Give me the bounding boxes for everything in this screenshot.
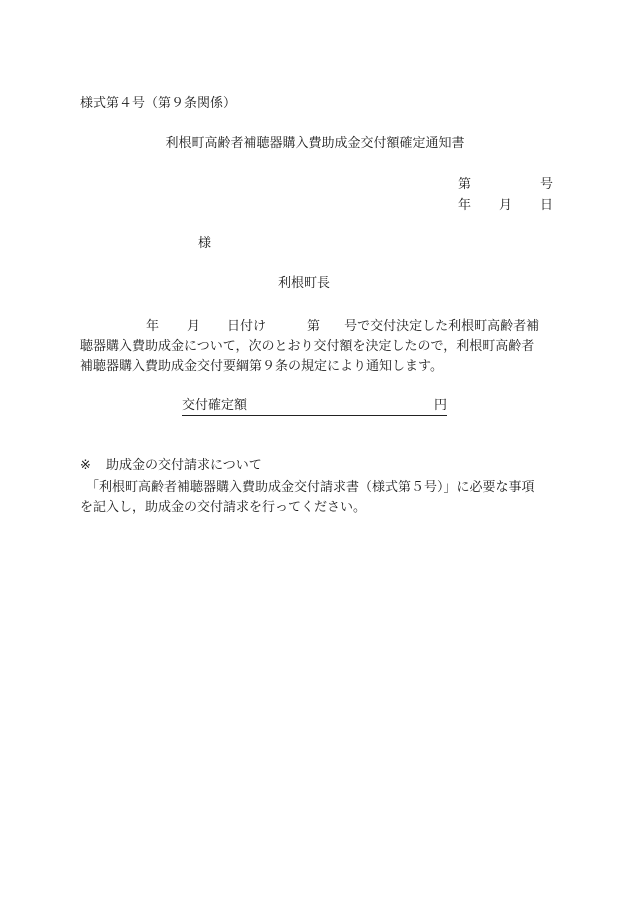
currency-unit: 円 — [433, 398, 447, 413]
issuer-name: 利根町長 — [278, 276, 331, 291]
date-month: 月 — [498, 198, 512, 213]
notice-body-line-1 — [80, 317, 552, 337]
document-number-block — [458, 177, 553, 219]
confirmed-amount-label: 交付確定額 — [182, 398, 248, 413]
date-day: 日 — [539, 198, 553, 213]
note-body — [80, 478, 552, 518]
document-number-row — [458, 177, 553, 198]
form-number: 様式第４号（第９条関係） — [80, 96, 237, 111]
body-date-suffix: 日付け — [227, 319, 267, 334]
confirmed-amount-field — [182, 398, 447, 416]
note-body-line-2: を記入し，助成金の交付請求を行ってください。 — [80, 500, 367, 515]
issue-date-row — [458, 198, 553, 219]
addressee-suffix: 様 — [198, 236, 212, 251]
note-mark: ※ — [80, 458, 91, 473]
document-title: 利根町高齢者補聴器購入費助成金交付額確定通知書 — [165, 136, 465, 151]
notice-body — [80, 317, 552, 377]
body-line-1-rest: 号で交付決定した利根町高齢者補 — [344, 319, 540, 334]
number-suffix: 号 — [539, 177, 553, 192]
body-number-prefix: 第 — [307, 319, 321, 334]
number-prefix: 第 — [458, 177, 472, 192]
notice-body-line-3: 補聴器購入費助成金交付要綱第９条の規定により通知します。 — [80, 359, 443, 374]
body-month: 月 — [187, 319, 201, 334]
note-heading — [80, 458, 262, 474]
note-body-line-1: 「利根町高齢者補聴器購入費助成金交付請求書（様式第５号）」に必要な事項 — [86, 480, 535, 495]
confirmed-amount-row — [182, 398, 447, 416]
note-heading-text: 助成金の交付請求について — [106, 458, 262, 473]
notice-body-line-2: 聴器購入費助成金について，次のとおり交付額を決定したので，利根町高齢者 — [80, 339, 535, 354]
date-year: 年 — [458, 198, 472, 213]
body-year: 年 — [146, 319, 160, 334]
